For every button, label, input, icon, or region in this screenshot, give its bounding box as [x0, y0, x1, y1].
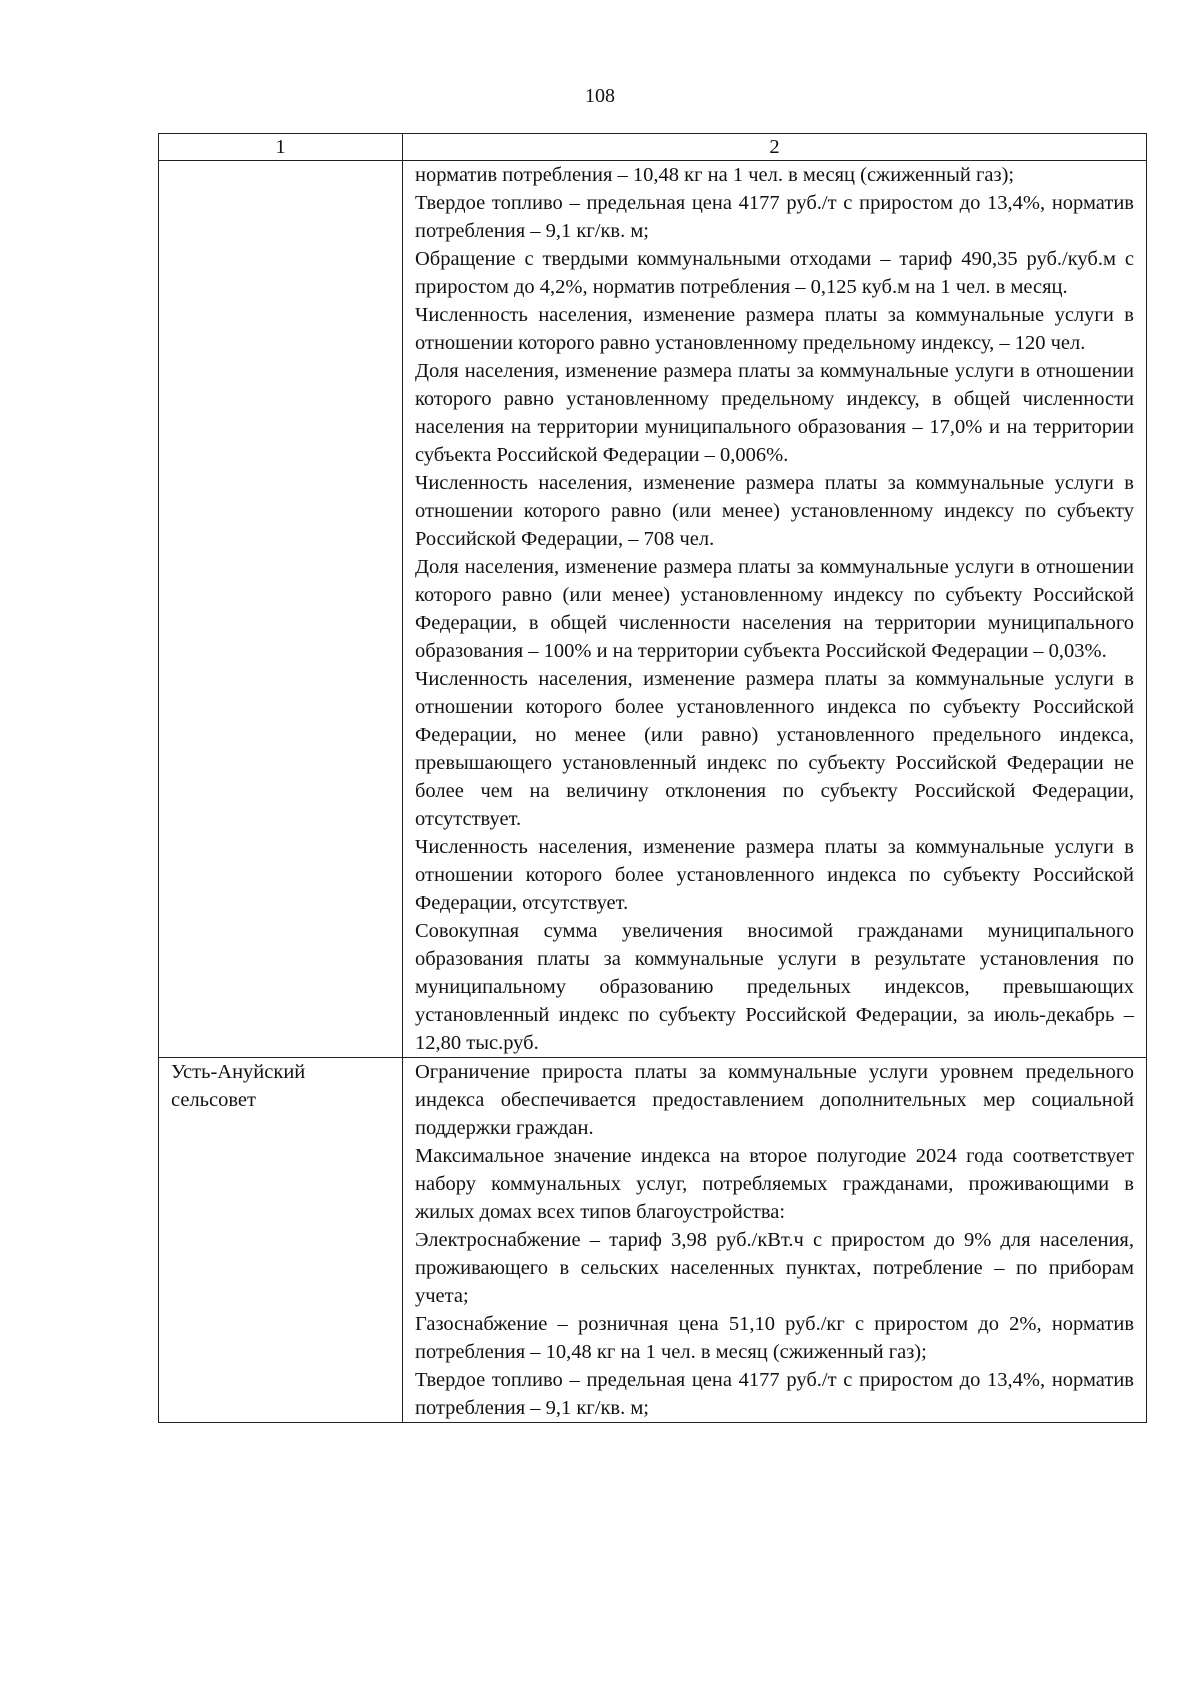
municipality-cell: [159, 161, 403, 1058]
paragraph: Обращение с твердыми коммунальными отходами – тариф 490,35 руб./куб.м с приростом до 4,2%, норматив потребления – 0,125 куб.м на 1 чел. в месяц.: [415, 248, 1134, 298]
description-cell: [403, 1058, 1147, 1423]
paragraph: Твердое топливо – предельная цена 4177 руб./т с приростом до 13,4%, норматив потребления – 9,1 кг/кв. м;: [415, 192, 1134, 242]
paragraph: норматив потребления – 10,48 кг на 1 чел. в месяц (сжиженный газ);: [415, 164, 1015, 186]
paragraph: Численность населения, изменение размера платы за коммунальные услуги в отношении которого равно (или менее) установленному индексу по субъекту Российской Федерации, – 708 чел.: [415, 472, 1134, 550]
municipality-cell: [159, 1058, 403, 1423]
table-row: [159, 161, 1147, 1058]
paragraph: Ограничение прироста платы за коммунальные услуги уровнем предельного индекса обеспечивается предоставлением дополнительных мер социальной поддержки граждан.: [415, 1061, 1134, 1139]
paragraph: Совокупная сумма увеличения вносимой гражданами муниципального образования платы за коммунальные услуги в результате установления по муниципальному образованию предельных индексов, превышающих установленный индекс по субъекту Российской Федерации, за июль-декабрь – 12,80 тыс.руб.: [415, 920, 1134, 1054]
data-table: [158, 133, 1147, 1423]
description-cell: [403, 161, 1147, 1058]
table-row: [159, 1058, 1147, 1423]
paragraph: Численность населения, изменение размера платы за коммунальные услуги в отношении которого более установленного индекса по субъекту Российской Федерации, но менее (или равно) установленного предельного индекса, превышающего установленный индекс по субъекту Российской Федерации не более чем на величину отклонения по субъекту Российской Федерации, отсутствует.: [415, 668, 1134, 830]
column-header-1: 1: [159, 134, 403, 161]
paragraph: Газоснабжение – розничная цена 51,10 руб./кг с приростом до 2%, норматив потребления – 10,48 кг на 1 чел. в месяц (сжиженный газ);: [415, 1313, 1134, 1363]
table-header-row: [159, 134, 1147, 161]
paragraph: Доля населения, изменение размера платы за коммунальные услуги в отношении которого равно установленному предельному индексу, в общей численности населения на территории муниципального образования – 17,0% и на территории субъекта Российской Федерации – 0,006%.: [415, 360, 1134, 466]
municipality-name: Усть-Ануйский сельсовет: [171, 1061, 306, 1111]
paragraph: Максимальное значение индекса на второе полугодие 2024 года соответствует набору коммунальных услуг, потребляемых гражданами, проживающими в жилых домах всех типов благоустройства:: [415, 1145, 1134, 1223]
paragraph: Доля населения, изменение размера платы за коммунальные услуги в отношении которого равно (или менее) установленному индексу по субъекту Российской Федерации, в общей численности населения на территории муниципального образования – 100% и на территории субъекта Российской Федерации – 0,03%.: [415, 556, 1134, 662]
paragraph: Численность населения, изменение размера платы за коммунальные услуги в отношении которого равно установленному предельному индексу, – 120 чел.: [415, 304, 1134, 354]
column-header-2: 2: [403, 134, 1147, 161]
paragraph: Электроснабжение – тариф 3,98 руб./кВт.ч с приростом до 9% для населения, проживающего в сельских населенных пунктах, потребление – по приборам учета;: [415, 1229, 1134, 1307]
paragraph: Численность населения, изменение размера платы за коммунальные услуги в отношении которого более установленного индекса по субъекту Российской Федерации, отсутствует.: [415, 836, 1134, 914]
page-number: 108: [585, 85, 615, 107]
paragraph: Твердое топливо – предельная цена 4177 руб./т с приростом до 13,4%, норматив потребления – 9,1 кг/кв. м;: [415, 1369, 1134, 1419]
